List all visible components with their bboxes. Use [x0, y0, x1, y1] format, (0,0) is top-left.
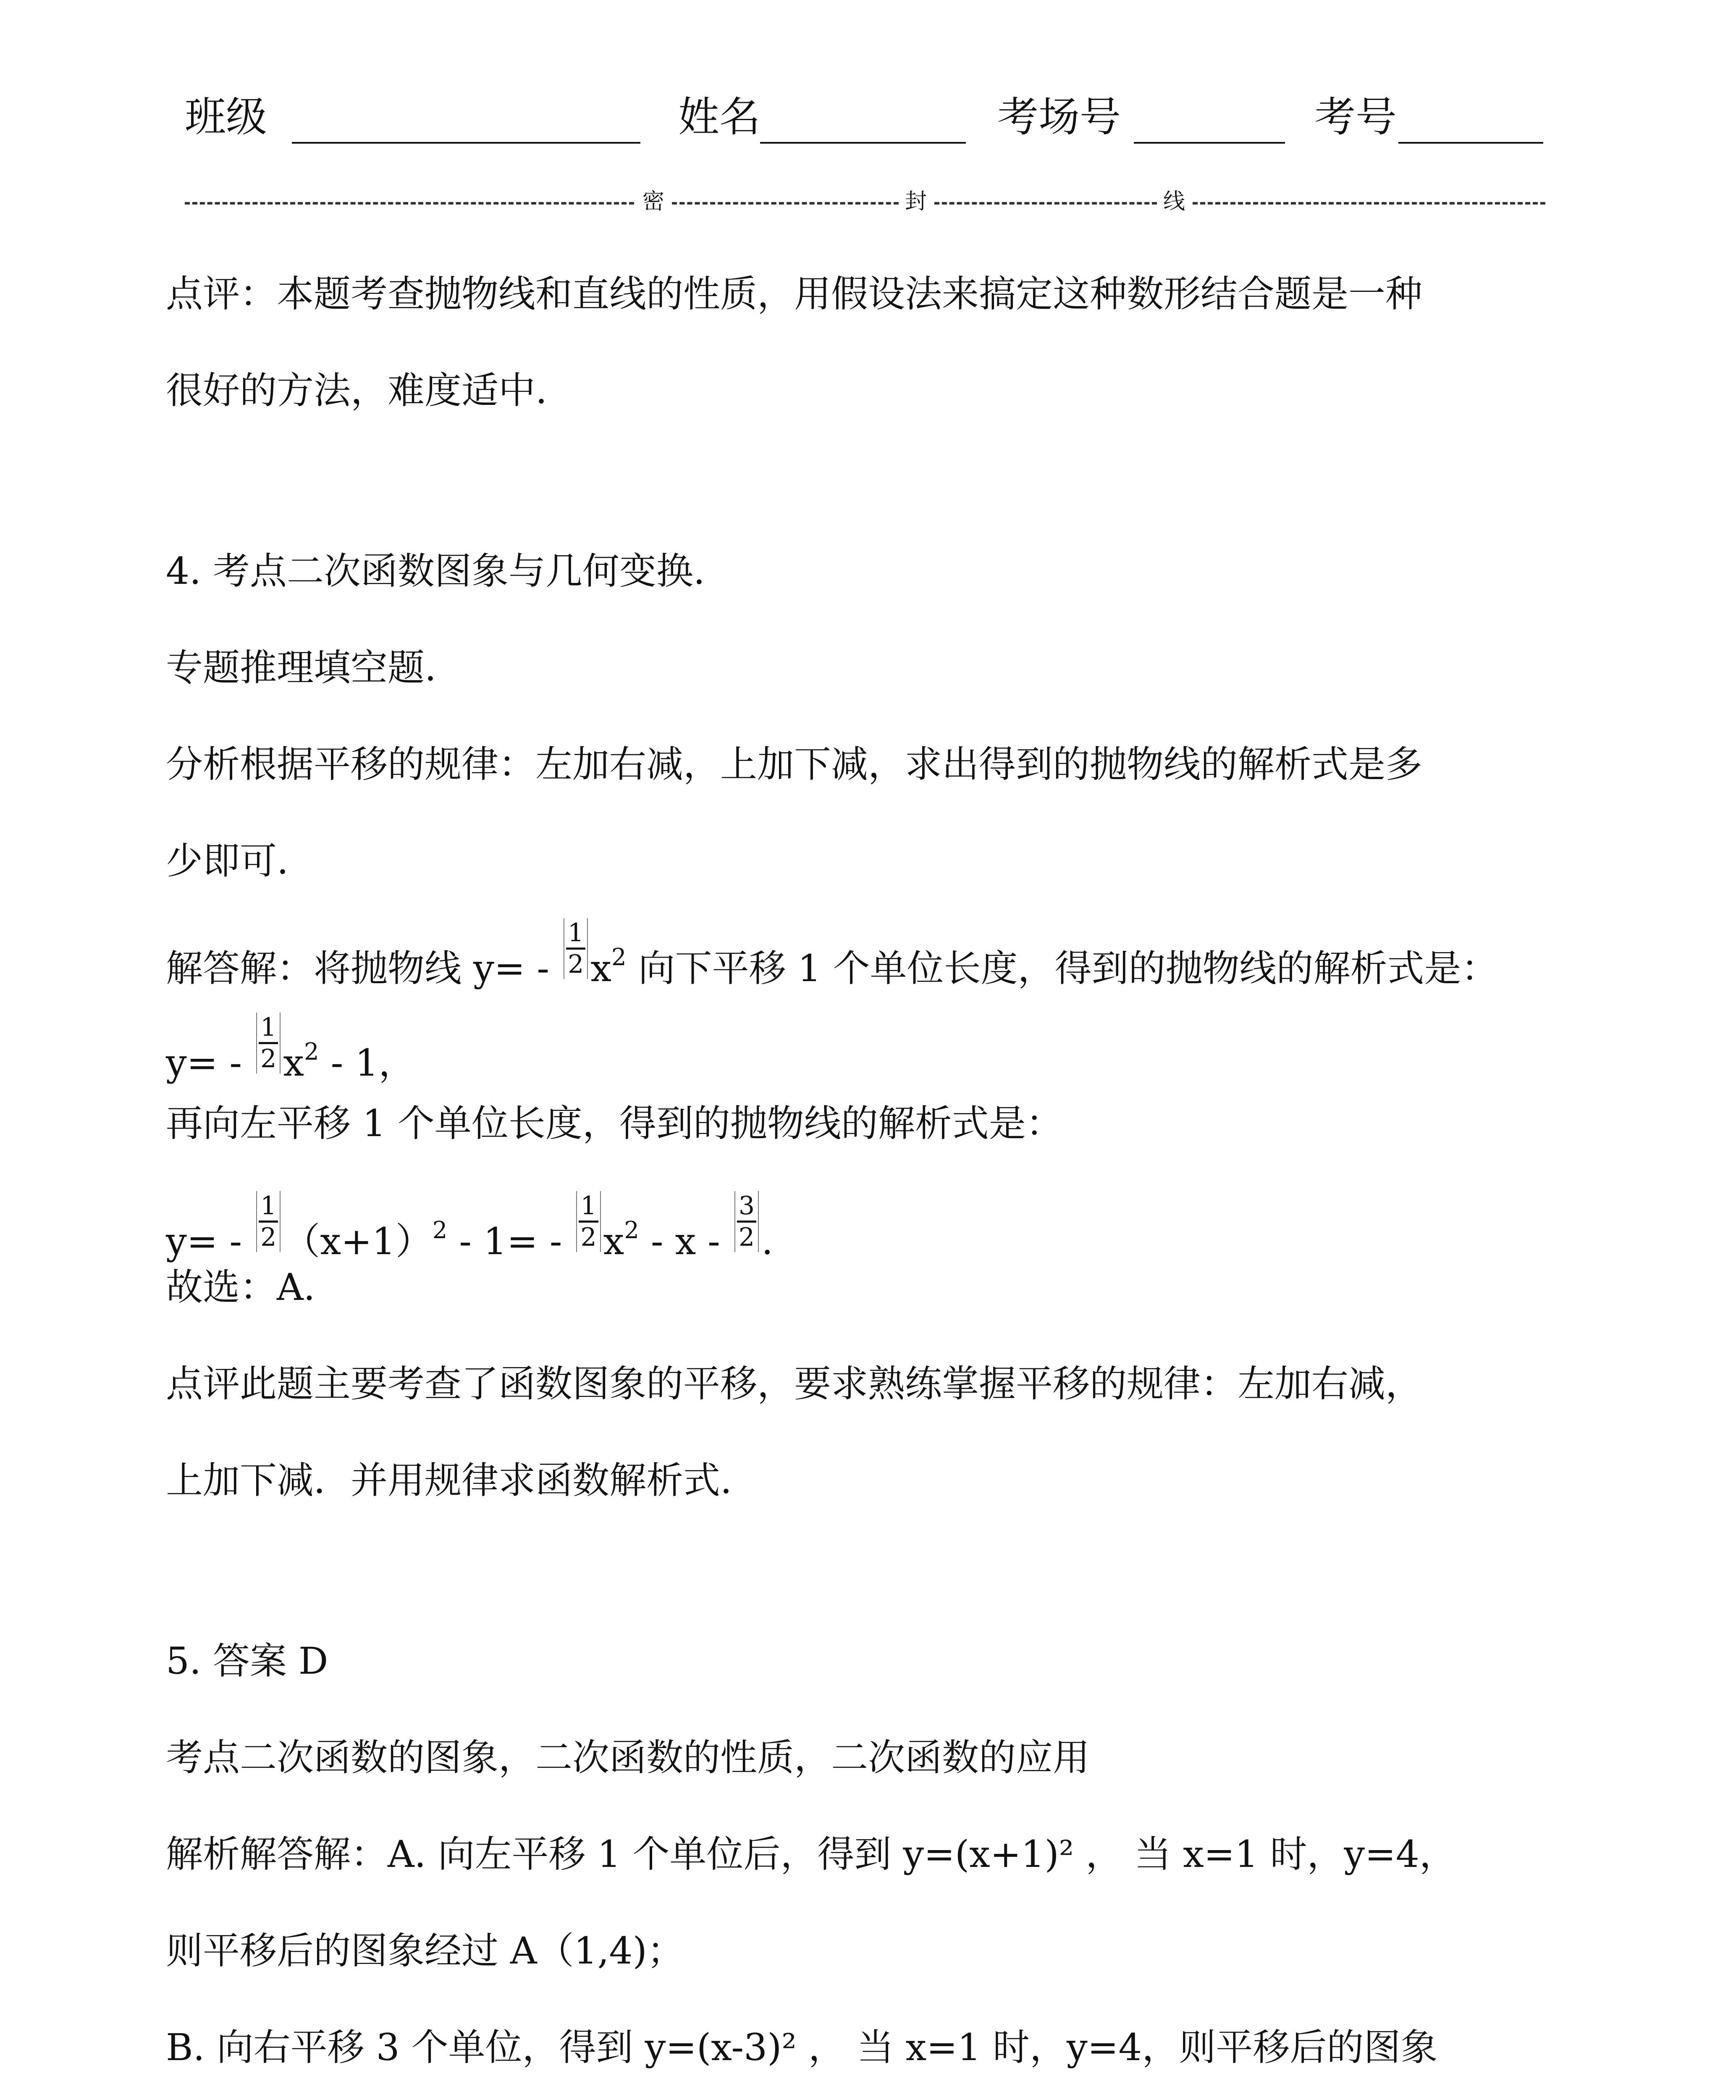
seal-feng: 封	[905, 189, 927, 214]
text-line: 分析根据平移的规律：左加右减，上加下减，求出得到的抛物线的解析式是多	[166, 743, 1423, 786]
text-line: 5. 答案 D	[166, 1639, 328, 1683]
fraction: $\frac{1}{2}$	[576, 1191, 601, 1252]
exam-no-blank	[1398, 142, 1543, 144]
formula-line: 解答解：将抛物线 y= - $\frac{1}{2}$ $x^2$ 向下平移 1 个单位长度，得到的抛物线的解析式是：	[166, 918, 1498, 990]
text-line: 4. 考点二次函数图象与几何变换.	[166, 549, 705, 593]
formula-line: y= - $\frac{1}{2}$ $(x+1)^2 - 1=$ - $\frac{1}{2}$ $x^2$ - x - $\frac{3}{2}$ .	[166, 1191, 774, 1263]
seal-mi: 密	[642, 189, 665, 214]
fraction: $\frac{1}{2}$	[256, 1013, 281, 1074]
fraction: $\frac{1}{2}$	[564, 918, 588, 979]
text-line: 点评此题主要考查了函数图象的平移，要求熟练掌握平移的规律：左加右减，	[166, 1362, 1423, 1405]
class-blank	[292, 142, 640, 144]
text-line: 少即可.	[166, 839, 288, 882]
text-line: 上加下减．并用规律求函数解析式.	[166, 1459, 732, 1502]
text-line: 很好的方法，难度适中.	[166, 369, 547, 412]
text-line: 则平移后的图象经过 A（1,4)；	[166, 1929, 684, 1972]
room-label: 考场号	[997, 93, 1121, 141]
exam-no-label: 考号	[1314, 93, 1397, 141]
seal-dash	[185, 202, 634, 205]
name-label: 姓名	[678, 93, 761, 141]
text-line: 再向左平移 1 个单位长度，得到的抛物线的解析式是：	[166, 1102, 1063, 1145]
seal-dash	[1193, 202, 1545, 205]
text-line: B. 向右平移 3 个单位，得到 y=(x-3)² ， 当 x=1 时，y=4，则平移后的图象	[166, 2026, 1438, 2069]
text-line: 专题推理填空题.	[166, 646, 436, 689]
class-label: 班级	[185, 93, 267, 141]
text-line: 点评：本题考查抛物线和直线的性质，用假设法来搞定这种数形结合题是一种	[166, 272, 1423, 315]
fraction: $\frac{1}{2}$	[256, 1191, 281, 1252]
seal-dash	[672, 202, 899, 205]
text-line: 考点二次函数的图象，二次函数的性质，二次函数的应用	[166, 1736, 1090, 1779]
text-line: 解析解答解：A. 向左平移 1 个单位后，得到 y=(x+1)² ， 当 x=1 时，y=4，	[166, 1832, 1456, 1876]
text-line: 故选：A.	[166, 1265, 315, 1309]
formula-line: y= - $\frac{1}{2}$ $x^2 - 1$，	[166, 1012, 416, 1084]
seal-dash	[934, 202, 1157, 205]
seal-line	[185, 183, 1545, 220]
seal-xian: 线	[1163, 189, 1185, 214]
fraction: $\frac{3}{2}$	[734, 1191, 759, 1252]
room-blank	[1134, 142, 1285, 144]
name-blank	[760, 142, 966, 144]
